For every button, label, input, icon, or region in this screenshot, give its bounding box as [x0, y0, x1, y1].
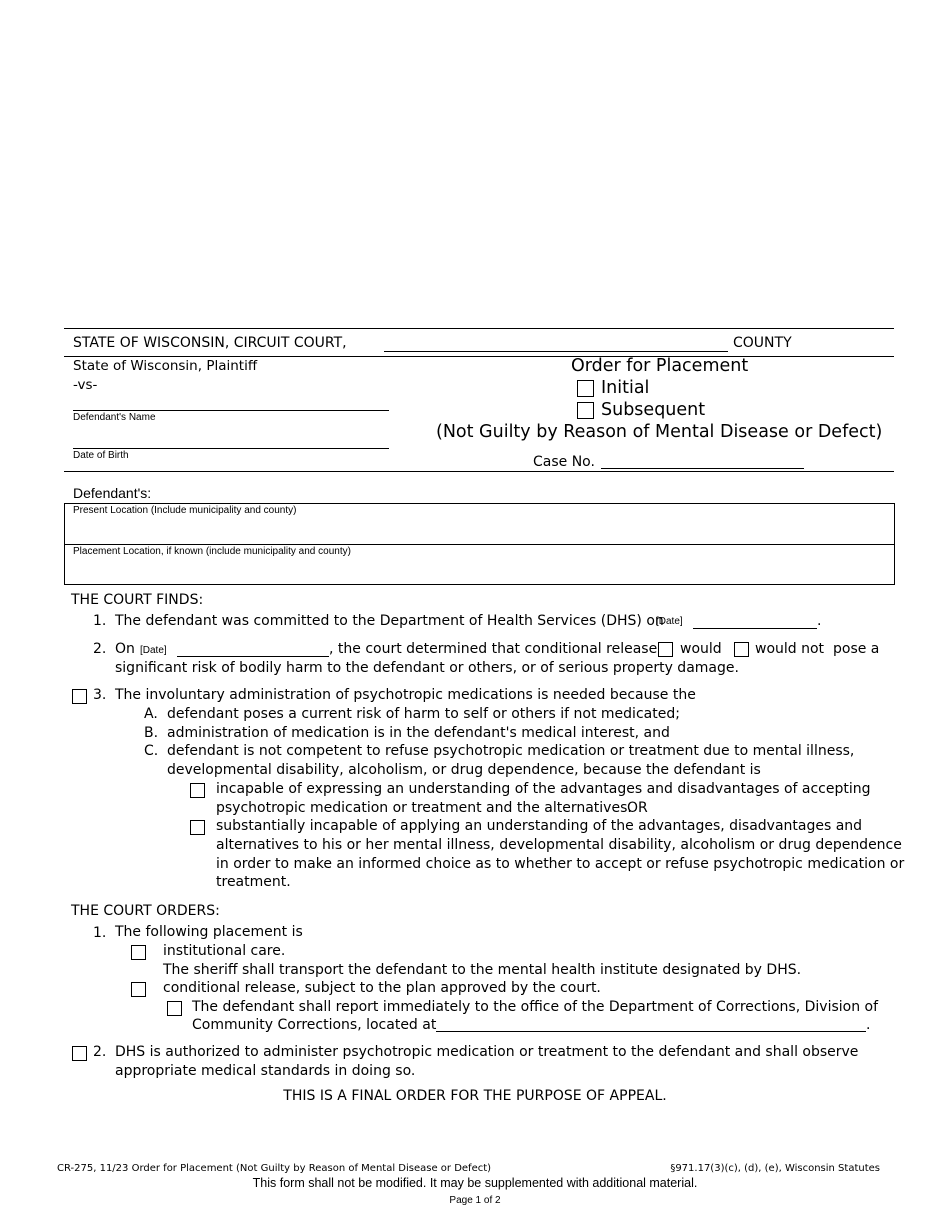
defendant-name-label: Defendant's Name	[73, 412, 156, 423]
finds-item2-date-tag: [Date]	[140, 645, 167, 656]
finds-item2-number: 2.	[93, 641, 107, 657]
institutional-care-note: The sheriff shall transport the defendant to the mental health institute designated by DHS.	[163, 962, 802, 978]
case-no-label: Case No.	[533, 454, 595, 470]
plaintiff-label: State of Wisconsin, Plaintiff	[73, 358, 258, 374]
opt2-line2: alternatives to his or her mental illness, developmental disability, alcoholism or drug dependence	[216, 837, 902, 853]
item3-b-label: B.	[144, 725, 159, 741]
incapable-expressing-checkbox[interactable]	[190, 783, 205, 798]
opt2-line1: substantially incapable of applying an understanding of the advantages, disadvantages and	[216, 818, 863, 834]
item3-c-line2: developmental disability, alcoholism, or drug dependence, because the defendant is	[167, 762, 761, 778]
item3-a-text: defendant poses a current risk of harm to self or others if not medicated;	[167, 706, 680, 722]
opt2-line3: in order to make an informed choice as to whether to accept or refuse psychotropic medication or	[216, 856, 905, 872]
institutional-care-checkbox[interactable]	[131, 945, 146, 960]
report-line2: Community Corrections, located at	[192, 1017, 437, 1033]
substantially-incapable-checkbox[interactable]	[190, 820, 205, 835]
top-rule	[64, 328, 894, 329]
placement-location-label: Placement Location, if known (include municipality and county)	[73, 546, 351, 557]
item3-a-label: A.	[144, 706, 158, 722]
orders-item2-number: 2.	[93, 1044, 107, 1060]
case-no-line[interactable]	[601, 468, 804, 469]
statute-reference: §971.17(3)(c), (d), (e), Wisconsin Statutes	[670, 1163, 880, 1174]
orders-item2-line1: DHS is authorized to administer psychotropic medication or treatment to the defendant and shall observe	[115, 1044, 859, 1060]
conditional-release-label: conditional release, subject to the plan approved by the court.	[163, 980, 601, 996]
would-checkbox[interactable]	[658, 642, 673, 657]
page-number: Page 1 of 2	[449, 1195, 501, 1206]
report-period: .	[866, 1017, 871, 1033]
court-orders-heading: THE COURT ORDERS:	[71, 903, 220, 919]
modification-note: This form shall not be modified. It may be supplemented with additional material.	[252, 1176, 698, 1190]
orders-item2-line2: appropriate medical standards in doing so.	[115, 1063, 416, 1079]
opt2-line4: treatment.	[216, 874, 291, 890]
finds-item1-number: 1.	[93, 613, 107, 629]
present-location-label: Present Location (Include municipality and county)	[73, 505, 297, 516]
pose-a-label: pose a	[833, 641, 880, 657]
present-location-field[interactable]	[66, 518, 892, 542]
would-not-label: would not	[755, 641, 825, 657]
opt1-line2: psychotropic medication or treatment and the alternatives.	[216, 800, 632, 816]
vs-label: -vs-	[73, 377, 98, 393]
report-line1: The defendant shall report immediately to the office of the Department of Corrections, Division of	[192, 999, 879, 1015]
finds-item3-number: 3.	[93, 687, 107, 703]
form-title: Order for Placement	[571, 356, 749, 376]
commit-date-line[interactable]	[693, 628, 817, 629]
finds-item2-on: On	[115, 641, 135, 657]
dob-label: Date of Birth	[73, 450, 129, 461]
finds-item2-text: , the court determined that conditional release	[329, 641, 658, 657]
finds-item1-text: The defendant was committed to the Department of Health Services (DHS) on	[115, 613, 664, 629]
or-label: OR	[627, 800, 648, 816]
form-id: CR-275, 11/23 Order for Placement (Not Guilty by Reason of Mental Disease or Defect)	[57, 1163, 492, 1174]
initial-label: Initial	[601, 378, 650, 398]
orders-item2-checkbox[interactable]	[72, 1046, 87, 1061]
court-finds-heading: THE COURT FINDS:	[71, 592, 204, 608]
item3-c-label: C.	[144, 743, 159, 759]
conditional-release-checkbox[interactable]	[131, 982, 146, 997]
form-subtitle: (Not Guilty by Reason of Mental Disease or Defect)	[436, 422, 883, 442]
report-doc-checkbox[interactable]	[167, 1001, 182, 1016]
court-label: STATE OF WISCONSIN, CIRCUIT COURT,	[73, 335, 347, 351]
corrections-location-line[interactable]	[436, 1031, 866, 1032]
final-order-statement: THIS IS A FINAL ORDER FOR THE PURPOSE OF APPEAL.	[283, 1088, 667, 1104]
header-bottom-rule	[64, 471, 894, 472]
finds-item1-date-tag: [Date]	[656, 616, 683, 627]
subsequent-label: Subsequent	[601, 400, 706, 420]
determination-date-line[interactable]	[177, 656, 329, 657]
county-input-line[interactable]	[384, 351, 728, 352]
orders-item1-text: The following placement is	[115, 924, 303, 940]
subsequent-checkbox[interactable]	[577, 402, 594, 419]
item3-c-line1: defendant is not competent to refuse psychotropic medication or treatment due to mental illness,	[167, 743, 855, 759]
county-label: COUNTY	[733, 335, 792, 351]
orders-item1-number: 1.	[93, 925, 107, 941]
finds-item3-text: The involuntary administration of psychotropic medications is needed because the	[115, 687, 696, 703]
placement-location-field[interactable]	[66, 559, 892, 583]
initial-checkbox[interactable]	[577, 380, 594, 397]
defendant-name-line[interactable]	[73, 410, 389, 411]
item3-b-text: administration of medication is in the defendant's medical interest, and	[167, 725, 670, 741]
opt1-line1: incapable of expressing an understanding of the advantages and disadvantages of accepting	[216, 781, 871, 797]
would-label: would	[680, 641, 722, 657]
finds-item2-line2: significant risk of bodily harm to the defendant or others, or of serious property damage.	[115, 660, 739, 676]
finds-item3-checkbox[interactable]	[72, 689, 87, 704]
institutional-care-label: institutional care.	[163, 943, 286, 959]
would-not-checkbox[interactable]	[734, 642, 749, 657]
dob-line[interactable]	[73, 448, 389, 449]
finds-item1-period: .	[817, 613, 822, 629]
defendants-heading: Defendant's:	[73, 485, 152, 501]
location-divider	[64, 544, 895, 545]
